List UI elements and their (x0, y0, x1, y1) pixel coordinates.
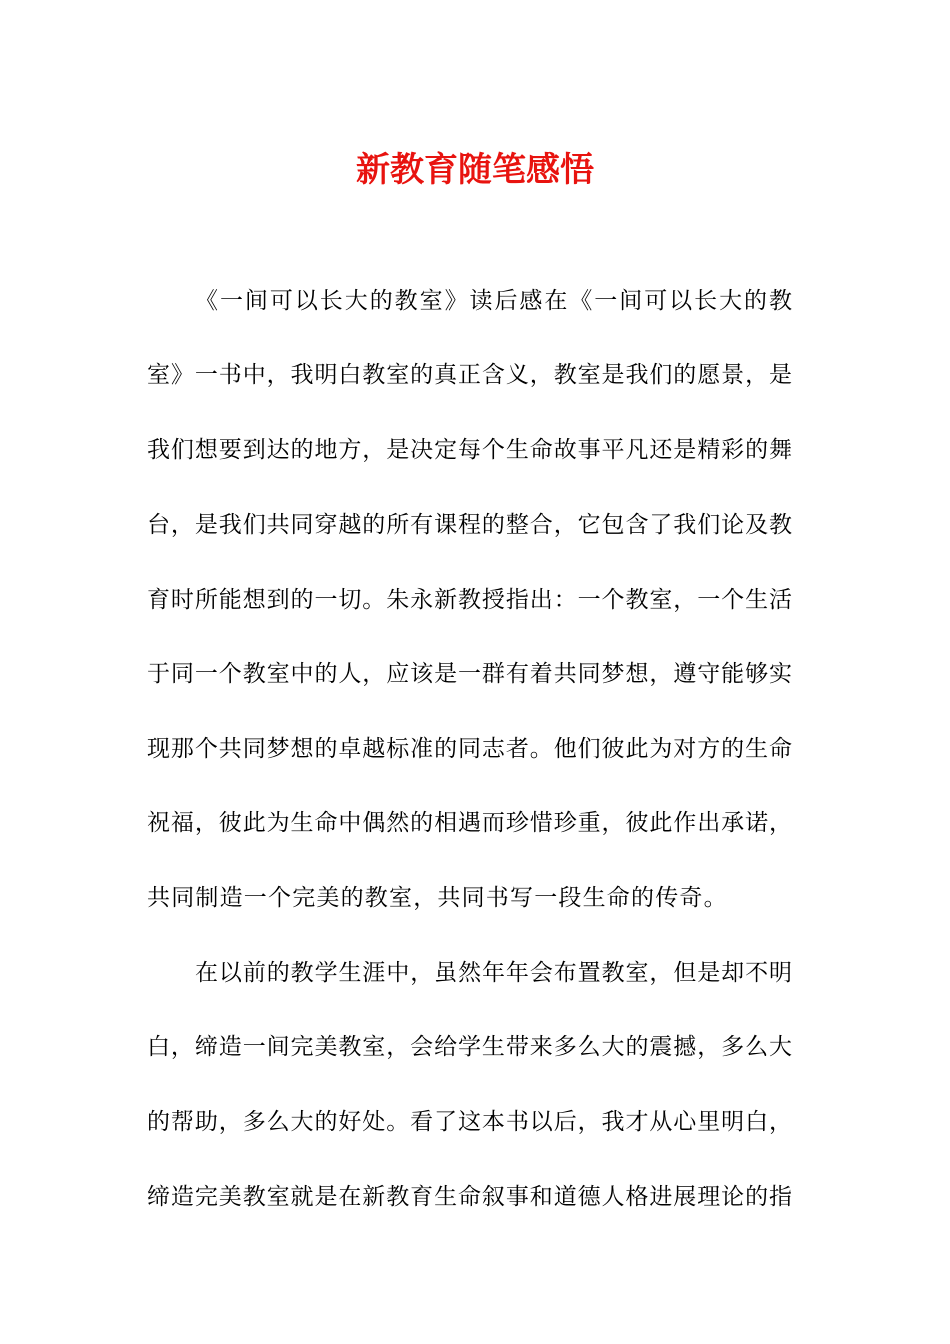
paragraph-1-line-1: 《一间可以长大的教室》读后感在《一间可以长大的教 (195, 288, 792, 314)
paragraph-1-line-2: 室》一书中，我明白教室的真正含义，教室是我们的愿景，是 (147, 362, 792, 388)
document-title: 新教育随笔感悟 (356, 150, 594, 190)
paragraph-1-line-3: 我们想要到达的地方，是决定每个生命故事平凡还是精彩的舞 (147, 437, 792, 463)
paragraph-2-line-4: 缔造完美教室就是在新教育生命叙事和道德人格进展理论的指 (147, 1184, 792, 1210)
paragraph-1-line-6: 于同一个教室中的人，应该是一群有着共同梦想，遵守能够实 (147, 661, 792, 687)
paragraph-2-line-1: 在以前的教学生涯中，虽然年年会布置教室，但是却不明 (195, 960, 792, 986)
paragraph-1-line-4: 台，是我们共同穿越的所有课程的整合，它包含了我们论及教 (147, 512, 792, 538)
paragraph-2-line-3: 的帮助，多么大的好处。看了这本书以后，我才从心里明白， (147, 1109, 792, 1135)
paragraph-1-line-9: 共同制造一个完美的教室，共同书写一段生命的传奇。 (147, 885, 728, 911)
paragraph-1-line-7: 现那个共同梦想的卓越标准的同志者。他们彼此为对方的生命 (147, 736, 792, 762)
paragraph-1-line-5: 育时所能想到的一切。朱永新教授指出：一个教室，一个生活 (147, 587, 792, 613)
paragraph-1-line-8: 祝福，彼此为生命中偶然的相遇而珍惜珍重，彼此作出承诺， (147, 810, 792, 836)
paragraph-2-line-2: 白，缔造一间完美教室，会给学生带来多么大的震撼，多么大 (147, 1034, 792, 1060)
